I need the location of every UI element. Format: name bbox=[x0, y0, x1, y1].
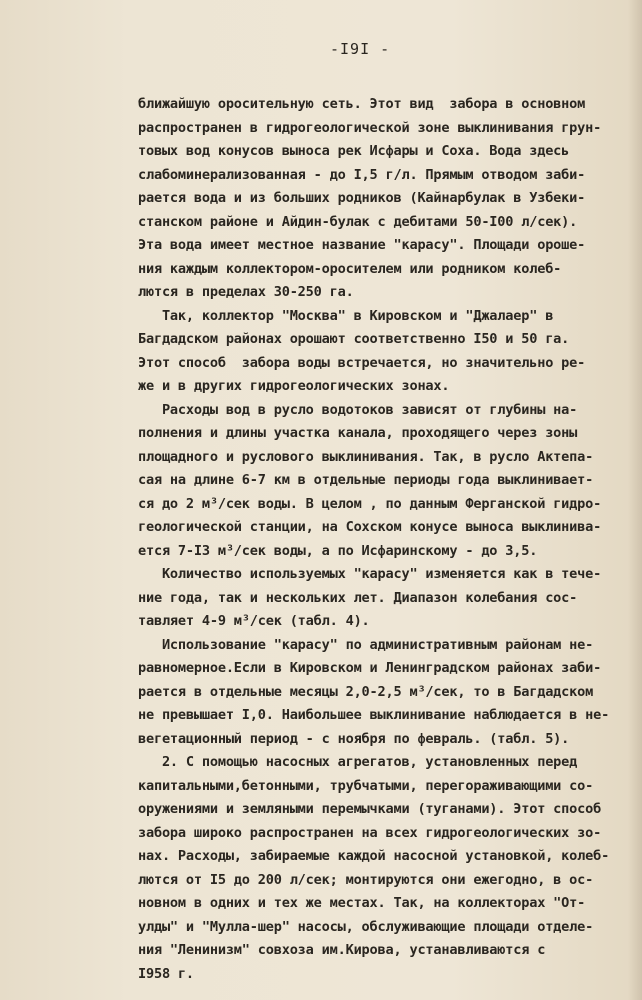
text-line: рается в отдельные месяцы 2,0-2,5 м³/сек, то в Багдадском bbox=[138, 683, 594, 700]
text-line: оружениями и земляными перемычками (туганами). Этот способ bbox=[138, 801, 602, 817]
text-line: полнения и длины участка канала, проходящего через зоны bbox=[138, 425, 578, 441]
text-line: забора широко распространен на всех гидрогеологических зо- bbox=[138, 824, 602, 841]
text-line: равномерное.Если в Кировском и Ленинградском районах заби- bbox=[138, 660, 602, 676]
body-text bbox=[138, 93, 633, 986]
text-line: Этот способ забора воды встречается, но значительно ре- bbox=[138, 354, 586, 371]
text-line: не превышает I,0. Наибольшее выклинивание наблюдается в не- bbox=[138, 707, 610, 723]
text-line: вегетационный период - с ноября по февраль. (табл. 5). bbox=[138, 730, 570, 747]
page-number: -I9I - bbox=[330, 40, 391, 58]
text-line: геологической станции, на Сохском конусе выноса выклинива- bbox=[138, 519, 602, 535]
text-line: ния каждым коллектором-оросителем или родником колеб- bbox=[138, 260, 562, 277]
text-line: тавляет 4-9 м³/сек (табл. 4). bbox=[138, 613, 370, 629]
text-line: Количество используемых "карасу" изменяется как в тече- bbox=[138, 566, 602, 582]
text-line: улды" и "Мулла-шер" насосы, обслуживающие площади отделе- bbox=[138, 918, 594, 935]
text-line: распространен в гидрогеологической зоне выклинивания грун- bbox=[138, 119, 602, 136]
text-line: Эта вода имеет местное название "карасу". Площади ороше- bbox=[138, 237, 586, 253]
text-line: рается вода и из больших родников (Кайнарбулак в Узбеки- bbox=[138, 190, 586, 206]
text-line: товых вод конусов выноса рек Исфары и Соха. Вода здесь bbox=[138, 143, 570, 159]
text-line: нах. Расходы, забираемые каждой насосной установкой, колеб- bbox=[138, 848, 610, 864]
text-line: I958 г. bbox=[138, 965, 194, 982]
text-line: Использование "карасу" по административным районам не- bbox=[138, 636, 594, 653]
text-line: ния "Ленинизм" совхоза им.Кирова, устанавливаются с bbox=[138, 942, 546, 958]
text-line: ближайшую оросительную сеть. Этот вид забора в основном bbox=[138, 96, 586, 112]
text-line: ется 7-I3 м³/сек воды, а по Исфаринскому - до 3,5. bbox=[138, 542, 538, 559]
text-line: ся до 2 м³/сек воды. В целом , по данным Ферганской гидро- bbox=[138, 495, 602, 512]
text-line: ние года, так и нескольких лет. Диапазон колебания сос- bbox=[138, 589, 578, 606]
text-line: сая на длине 6-7 км в отдельные периоды года выклинивает- bbox=[138, 472, 594, 488]
text-line: Багдадском районах орошают соответственно I50 и 50 га. bbox=[138, 331, 570, 347]
text-line: лются от I5 до 200 л/сек; монтируются они ежегодно, в ос- bbox=[138, 871, 594, 888]
text-line: Так, коллектор "Москва" в Кировском и "Джалаер" в bbox=[138, 307, 554, 324]
text-line: же и в других гидрогеологических зонах. bbox=[138, 378, 450, 394]
text-line: слабоминерализованная - до I,5 г/л. Прямым отводом заби- bbox=[138, 166, 586, 183]
text-line: 2. С помощью насосных агрегатов, установленных перед bbox=[138, 754, 578, 770]
text-line: площадного и руслового выклинивания. Так, в русло Актепа- bbox=[138, 448, 594, 465]
text-line: капитальными,бетонными, трубчатыми, перегораживающими со- bbox=[138, 777, 594, 794]
text-line: лются в пределах 30-250 га. bbox=[138, 284, 354, 300]
text-line: Расходы вод в русло водотоков зависят от глубины на- bbox=[138, 401, 578, 418]
text-line: новном в одних и тех же местах. Так, на коллекторах "От- bbox=[138, 895, 586, 911]
text-line: станском районе и Айдин-булак с дебитами 50-I00 л/сек). bbox=[138, 213, 578, 230]
